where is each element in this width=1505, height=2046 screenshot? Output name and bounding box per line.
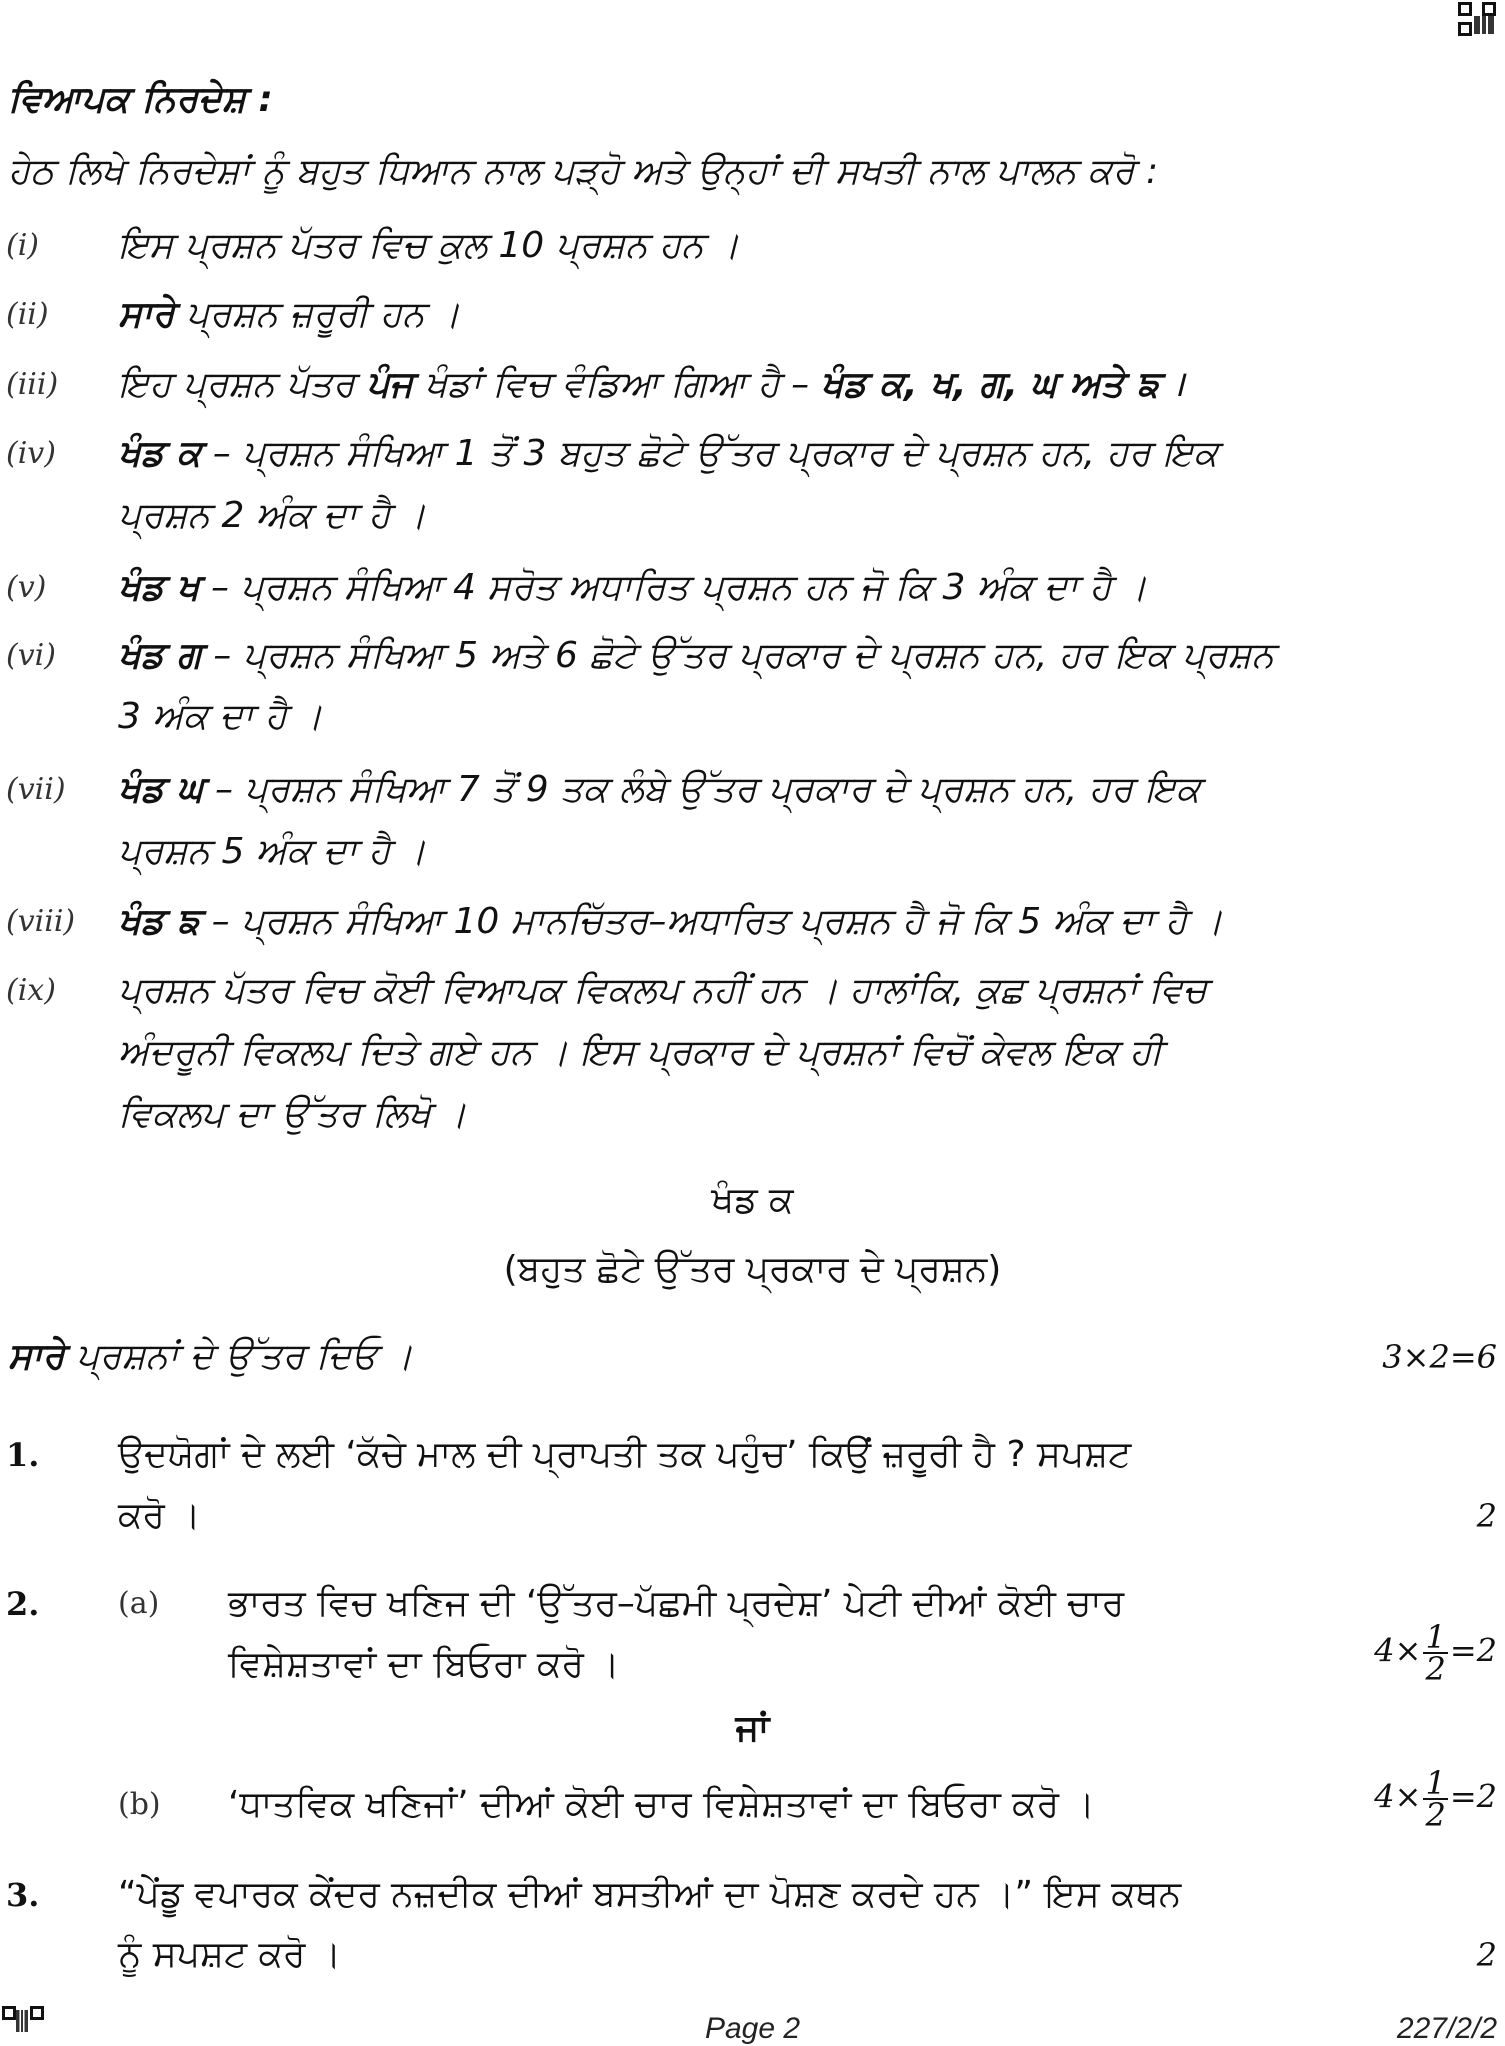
instruction-text-continued: ਪ੍ਰਸ਼ਨ 5 ਅੰਕ ਦਾ ਹੈ । [118, 831, 427, 872]
question-marks [1374, 1618, 1497, 1688]
item-number: (i) [6, 228, 40, 263]
instruction-bold: ਖੰਡ ਘ [118, 769, 204, 810]
instruction-bold: ਪੰਜ [366, 364, 414, 405]
instruction-text: ਇਹ ਪ੍ਰਸ਼ਨ ਪੱਤਰ [118, 364, 367, 405]
qr-code-top-right [1458, 2, 1496, 36]
item-number: (iv) [6, 436, 56, 471]
item-number: (vii) [6, 772, 66, 807]
question-marks: 2 [1476, 1936, 1497, 1974]
option-label: (b) [118, 1787, 161, 1822]
marks-suffix: =2 [1449, 1631, 1497, 1670]
question-text: ਉਦਯੋਗਾਂ ਦੇ ਲਈ ‘ਕੱਚੇ ਮਾਲ ਦੀ ਪ੍ਰਾਪਤੀ ਤਕ ਪਹੁੰਚ’ ਕਿਉਂ ਜ਼ਰੂਰੀ ਹੈ ? ਸਪਸ਼ਟ [118, 1434, 1132, 1475]
fraction-numerator: 1 [1425, 1618, 1446, 1656]
instruction-item [118, 634, 1274, 678]
instruction-bold: ਖੰਡ ਕ, ਖ, ਗ, ਘ ਅਤੇ ਙ [820, 364, 1160, 405]
instruction-text: – ਪ੍ਰਸ਼ਨ ਸੰਖਿਆ 4 ਸਰੋਤ ਅਧਾਰਿਤ ਪ੍ਰਸ਼ਨ ਹਨ ਜੋ ਕਿ 3 ਅੰਕ ਦਾ ਹੈ । [199, 567, 1148, 608]
instruction-text: । [1159, 364, 1185, 405]
marks-prefix: 4× [1374, 1777, 1422, 1816]
instruction-text: – ਪ੍ਰਸ਼ਨ ਸੰਖਿਆ 7 ਤੋਂ 9 ਤਕ ਲੰਬੇ ਉੱਤਰ ਪ੍ਰਕਾਰ ਦੇ ਪ੍ਰਸ਼ਨ ਹਨ, ਹਰ ਇਕ [203, 769, 1201, 810]
instruction-text-continued: 3 ਅੰਕ ਦਾ ਹੈ । [118, 696, 323, 737]
or-separator: ਜਾਂ [735, 1708, 770, 1749]
instructions-intro: ਹੇਠ ਲਿਖੇ ਨਿਰਦੇਸ਼ਾਂ ਨੂੰ ਬਹੁਤ ਧਿਆਨ ਨਾਲ ਪੜ੍ਹੋ ਅਤੇ ਉਨ੍ਹਾਂ ਦੀ ਸਖਤੀ ਨਾਲ ਪਾਲਨ ਕਰੋ : [8, 151, 1159, 192]
instruction-bold: ਖੰਡ ਗ [118, 635, 202, 676]
question-number: 3. [6, 1876, 40, 1914]
instructions-title: ਵਿਆਪਕ ਨਿਰਦੇਸ਼ : [8, 79, 273, 120]
question-text-continued: ਵਿਸ਼ੇਸ਼ਤਾਵਾਂ ਦਾ ਬਿਓਰਾ ਕਰੋ । [228, 1644, 620, 1685]
instruction-item [118, 432, 1218, 476]
instruction-text: ਪ੍ਰਸ਼ਨ ਜ਼ਰੂਰੀ ਹਨ । [174, 294, 461, 335]
option-label: (a) [118, 1586, 160, 1621]
instruction-text-continued: ਵਿਕਲਪ ਦਾ ਉੱਤਰ ਲਿਖੋ । [118, 1094, 467, 1135]
fraction-numerator: 1 [1425, 1764, 1446, 1802]
fraction [1423, 1618, 1447, 1688]
item-number: (viii) [6, 904, 76, 939]
item-number: (iii) [6, 367, 59, 402]
question-text: ‘ਧਾਤਵਿਕ ਖਣਿਜਾਂ’ ਦੀਆਂ ਕੋਈ ਚਾਰ ਵਿਸ਼ੇਸ਼ਤਾਵਾਂ ਦਾ ਬਿਓਰਾ ਕਰੋ । [228, 1784, 1095, 1825]
instruction-bold: ਖੰਡ ਕ [118, 433, 202, 474]
instruction-item: ਪ੍ਰਸ਼ਨ ਪੱਤਰ ਵਿਚ ਕੋਈ ਵਿਆਪਕ ਵਿਕਲਪ ਨਹੀਂ ਹਨ । ਹਾਲਾਂਕਿ, ਕੁਛ ਪ੍ਰਸ਼ਨਾਂ ਵਿਚ [118, 970, 1208, 1011]
instruction-bold: ਸਾਰੇ [118, 294, 175, 335]
question-text: “ਪੇਂਡੂ ਵਪਾਰਕ ਕੇਂਦਰ ਨਜ਼ਦੀਕ ਦੀਆਂ ਬਸਤੀਆਂ ਦਾ ਪੋਸ਼ਣ ਕਰਦੇ ਹਨ ।” ਇਸ ਕਥਨ [118, 1874, 1182, 1915]
question-marks [1374, 1764, 1497, 1834]
instruction-text-continued: ਪ੍ਰਸ਼ਨ 2 ਅੰਕ ਦਾ ਹੈ । [118, 495, 427, 536]
fraction-denominator: 2 [1425, 1796, 1446, 1834]
item-number: (v) [6, 570, 47, 605]
instruction-text: ਖੰਡਾਂ ਵਿਚ ਵੰਡਿਆ ਗਿਆ ਹੈ – [413, 364, 821, 405]
section-title: ਖੰਡ ਕ [711, 1180, 794, 1221]
instruction-item [118, 566, 1147, 610]
section-instruction [8, 1335, 413, 1379]
instruction-text: – ਪ੍ਰਸ਼ਨ ਸੰਖਿਆ 10 ਮਾਨਚਿੱਤਰ–ਅਧਾਰਿਤ ਪ੍ਰਸ਼ਨ ਹੈ ਜੋ ਕਿ 5 ਅੰਕ ਦਾ ਹੈ । [200, 901, 1223, 942]
section-instruction-bold: ਸਾਰੇ [8, 1336, 65, 1377]
fraction [1423, 1764, 1447, 1834]
fraction-denominator: 2 [1425, 1650, 1446, 1688]
instruction-text-continued: ਅੰਦਰੂਨੀ ਵਿਕਲਪ ਦਿਤੇ ਗਏ ਹਨ । ਇਸ ਪ੍ਰਕਾਰ ਦੇ ਪ੍ਰਸ਼ਨਾਂ ਵਿਚੋਂ ਕੇਵਲ ਇਕ ਹੀ [118, 1032, 1163, 1073]
instruction-item [118, 768, 1200, 812]
question-marks: 2 [1476, 1497, 1497, 1535]
question-text: ਭਾਰਤ ਵਿਚ ਖਣਿਜ ਦੀ ‘ਉੱਤਰ–ਪੱਛਮੀ ਪ੍ਰਦੇਸ਼’ ਪੇਟੀ ਦੀਆਂ ਕੋਈ ਚਾਰ [228, 1583, 1125, 1624]
instruction-item [118, 293, 460, 337]
question-text-continued: ਕਰੋ । [118, 1495, 201, 1536]
section-marks: 3×2=6 [1382, 1338, 1497, 1376]
item-number: (vi) [6, 638, 56, 673]
section-instruction-text: ਪ੍ਰਸ਼ਨਾਂ ਦੇ ਉੱਤਰ ਦਿਓ । [64, 1336, 413, 1377]
instruction-text: – ਪ੍ਰਸ਼ਨ ਸੰਖਿਆ 1 ਤੋਂ 3 ਬਹੁਤ ਛੋਟੇ ਉੱਤਰ ਪ੍ਰਕਾਰ ਦੇ ਪ੍ਰਸ਼ਨ ਹਨ, ਹਰ ਇਕ [201, 433, 1219, 474]
section-subtitle: (ਬਹੁਤ ਛੋਟੇ ਉੱਤਰ ਪ੍ਰਕਾਰ ਦੇ ਪ੍ਰਸ਼ਨ) [503, 1249, 1002, 1290]
instruction-item [118, 900, 1223, 944]
paper-code: 227/2/2 [1396, 2012, 1497, 2045]
marks-prefix: 4× [1374, 1631, 1422, 1670]
item-number: (ix) [6, 973, 56, 1008]
instruction-text: ਇਸ ਪ੍ਰਸ਼ਨ ਪੱਤਰ ਵਿਚ ਕੁਲ 10 ਪ੍ਰਸ਼ਨ ਹਨ । [118, 225, 740, 266]
instruction-item [118, 224, 739, 268]
instruction-text: – ਪ੍ਰਸ਼ਨ ਸੰਖਿਆ 5 ਅਤੇ 6 ਛੋਟੇ ਉੱਤਰ ਪ੍ਰਕਾਰ ਦੇ ਪ੍ਰਸ਼ਨ ਹਨ, ਹਰ ਇਕ ਪ੍ਰਸ਼ਨ [201, 635, 1274, 676]
item-number: (ii) [6, 297, 49, 332]
question-text-continued: ਨੂੰ ਸਪਸ਼ਟ ਕਰੋ । [118, 1934, 342, 1975]
question-number: 1. [6, 1436, 40, 1474]
instruction-bold: ਖੰਡ ਙ [118, 901, 201, 942]
instruction-bold: ਖੰਡ ਖ [118, 567, 200, 608]
page-number: Page 2 [704, 2012, 801, 2045]
instruction-item [118, 363, 1185, 407]
marks-suffix: =2 [1449, 1777, 1497, 1816]
question-number: 2. [6, 1585, 40, 1623]
